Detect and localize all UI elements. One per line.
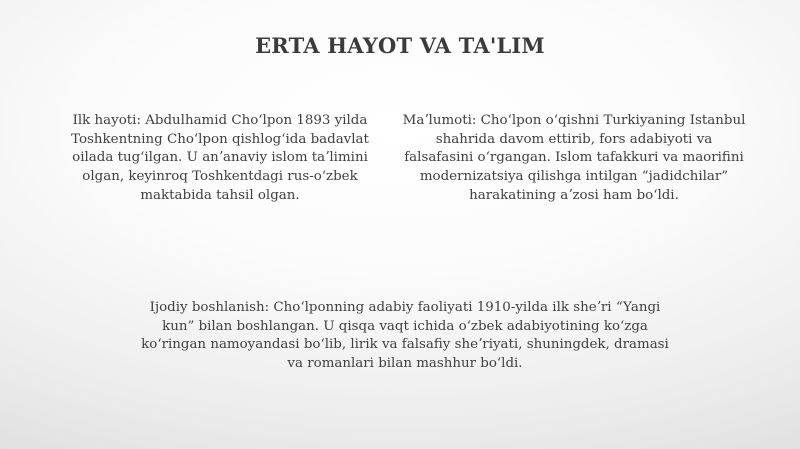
creative-beginning-text: Ijodiy boshlanish: Choʻlponning adabiy faoliyati 1910-yilda ilk sheʼri “Yangi kun” bilan boshlangan. U qisqa vaqt ichida oʻzbek adabiyotining koʻzga koʻringan namoyandasi boʻlib, lirik va falsafiy sheʼriyati, shuningdek, dramasi va romanlari bilan mashhur boʻldi. (141, 300, 669, 372)
education-text: Maʼlumoti: Choʻlpon oʻqishni Turkiyaning Istanbul shahrida davom ettirib, fors adabiyoti va falsafasini oʻrgangan. Islom tafakkuri va maorifini modernizatsiya qilishga intilgan “jadidchilar” harakatining aʼzosi ham boʻldi. (402, 113, 746, 203)
early-life-text: Ilk hayoti: Abdulhamid Choʻlpon 1893 yilda Toshkentning Choʻlpon qishlogʻida badavlat oilada tugʻilgan. U anʼanaviy islom taʼlimini olgan, keyinroq Toshkentdagi rus-oʻzbek maktabida tahsil olgan. (71, 113, 369, 203)
slide-title: ERTA HAYOT VA TA'LIM (255, 33, 545, 58)
